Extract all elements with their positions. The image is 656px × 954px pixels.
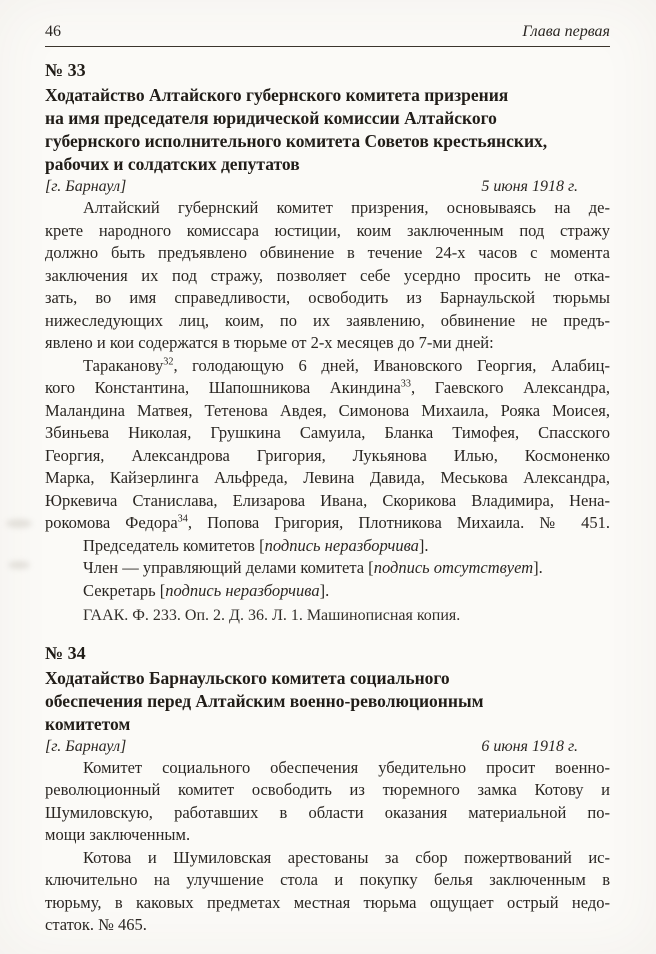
name-text: Тараканову [83,355,164,375]
body-line [45,377,610,400]
document-number: № 33 [45,60,86,80]
document-title-line: рабочих и солдатских депутатов [45,154,300,174]
signature-line [45,557,610,580]
document-title-line: Ходатайство Алтайского губернского комитета призрения [45,85,509,105]
document-title [45,84,610,176]
signature-close: ]. [319,580,330,600]
body-line: статок. № 465. [45,915,147,934]
paragraph [45,757,610,847]
paragraph [45,355,610,535]
signature-close: ]. [533,558,543,577]
signature-note: подпись отсутствует [373,558,534,577]
name-text: рокомова Федора [45,513,178,532]
scan-smudge [6,519,32,528]
name-text: , голодающую 6 дней, Ивановского Георгия, Алабиц- [173,355,610,375]
document-33 [45,59,610,628]
body-line: Алтайский губернский комитет призрения, основываясь на де- [83,198,610,217]
body-line: Котова и Шумиловская арестованы за сбор пожертвований ис- [83,847,610,867]
scan-smudge [8,561,30,569]
body-line: Марка, Кайзерлинга Альфреда, Левина Давида, Меськова Александра, [45,468,610,487]
footnote-ref: 33 [400,378,411,390]
signature-role: Член — управляющий делами комитета [ [83,558,374,577]
document-title-line: комитетом [45,713,131,734]
signature-close: ]. [418,535,429,555]
body-line: нижеследующих лиц, коим, по их заявлению, обвинение не предъ- [45,310,610,330]
running-head [45,22,610,47]
document-34 [45,642,610,937]
document-number: № 34 [45,642,86,663]
body-line: Шумиловскую, работавших в области оказания материальной по- [45,802,610,822]
body-line: Збиньева Николая, Грушкина Самуила, Бланка Тимофея, Спасского [45,423,610,442]
body-line: зать, во имя справедливости, освободить из Барнаульской тюрьмы [45,288,610,307]
name-text: кого Константина, Шапошникова Акиндина [45,378,401,397]
page-number: 46 [45,23,61,40]
document-title-line: губернского исполнительного комитета Советов крестьянских, [45,131,548,151]
body-line [45,355,610,378]
body-line [45,512,610,535]
name-text: , Гаевского Александра, [411,378,610,397]
body-line: ключительно на улучшение стола и покупку белья заключенным в [45,870,610,889]
body-line: тюрьму, в каковых предметах местная тюрьма ощущает острый недо- [45,892,610,912]
place-label: [г. Барнаул] [45,178,127,195]
signature-note: подпись неразборчива [165,580,320,600]
signature-role: Секретарь [ [83,580,166,600]
body-line: Юркевича Станислава, Елизарова Ивана, Скорикова Владимира, Нена- [45,490,610,510]
document-title-line: на имя председателя юридической комиссии Алтайского [45,108,497,128]
document-title-line: Ходатайство Барнаульского комитета социального [45,667,450,688]
signature-note: подпись неразборчива [264,535,419,555]
body-line: должно быть предъявлено обвинение в течение 24-х часов с момента [45,243,610,262]
place-label: [г. Барнаул] [45,737,127,755]
body-line: Георгия, Александрова Григория, Лукьянова Илью, Космоненко [45,445,610,465]
body-line: заключения их под стражу, позволяет себе усердно просить не отка- [45,265,610,285]
body-line: Маландина Матвея, Тетенова Авдея, Симонова Михаила, Рояка Моисея, [45,400,610,420]
body-line: крете народного комиссара юстиции, коим заключенным под стражу [45,220,610,240]
footnote-ref: 34 [177,513,188,525]
footnote-ref: 32 [163,356,174,367]
date-label: 5 июня 1918 г. [481,178,578,195]
document-title [45,667,610,736]
body-line: Комитет социального обеспечения убедительно просит военно- [83,757,610,777]
dateline [45,736,610,757]
dateline [45,176,610,197]
document-title-line: обеспечения перед Алтайским военно-революционным [45,690,484,711]
body-line: явлено и кои содержатся в тюрьме от 2-х месяцев до 7-ми дней: [45,333,494,352]
body-line: мощи заключенным. [45,825,191,844]
name-text: , Попова Григория, Плотникова Михаила. № 451. [187,513,610,532]
paragraph [45,847,610,937]
archive-reference: ГААК. Ф. 233. Оп. 2. Д. 36. Л. 1. Машинописная копия. [83,607,461,624]
date-label: 6 июня 1918 г. [481,737,578,755]
body-line: революционный комитет освободить из тюремного замка Котову и [45,780,610,799]
chapter-title: Глава первая [522,23,610,40]
paragraph [45,197,610,355]
signature-line [45,580,610,603]
signature-role: Председатель комитетов [ [83,535,265,555]
signature-line [45,535,610,558]
